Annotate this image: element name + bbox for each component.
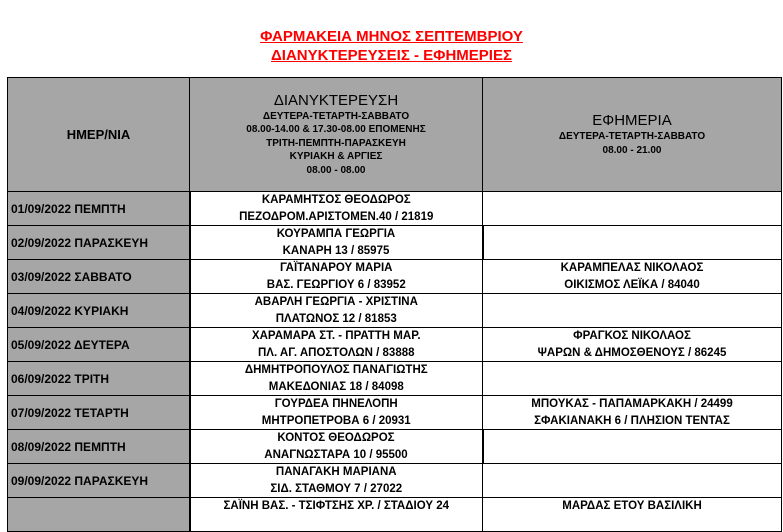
- header-duty-title: ΕΦΗΜΕΡΙΑ: [592, 112, 672, 129]
- pharmacy-address: ΠΛΑΤΩΝΟΣ 12 / 81853: [275, 312, 397, 325]
- duty-pharmacy: [483, 226, 782, 260]
- table-row: [8, 396, 782, 430]
- table-row: [8, 464, 782, 498]
- pharmacy-address: ΑΝΑΓΝΩΣΤΑΡΑ 10 / 95500: [264, 448, 408, 461]
- night-pharmacy: [190, 226, 483, 260]
- duty-pharmacy: [483, 430, 782, 464]
- row-date: 03/09/2022 ΣΑΒΒΑΤΟ: [8, 260, 190, 294]
- night-pharmacy: [190, 294, 483, 328]
- pharmacy-address: ΠΕΖΟΔΡΟΜ.ΑΡΙΣΤΟΜΕΝ.40 / 21819: [239, 210, 434, 223]
- pharmacy-name: ΚΟΝΤΟΣ ΘΕΟΔΩΡΟΣ: [277, 432, 395, 444]
- header-night-line: ΤΡΙΤΗ-ΠΕΜΠΤΗ-ΠΑΡΑΣΚΕΥΗ: [266, 137, 406, 149]
- table-row: [8, 362, 782, 396]
- duty-pharmacy: [483, 498, 782, 532]
- night-pharmacy: [190, 430, 483, 464]
- pharmacy-name: ΓΑΪΤΑΝΑΡΟΥ ΜΑΡΙΑ: [280, 262, 393, 274]
- duty-pharmacy: [483, 192, 782, 226]
- pharmacy-name: ΓΟΥΡΔΕΑ ΠΗΝΕΛΟΠΗ: [274, 398, 398, 410]
- duty-pharmacy: [483, 464, 782, 498]
- pharmacy-name: ΚΟΥΡΑΜΠΑ ΓΕΩΡΓΙΑ: [276, 228, 396, 240]
- pharmacy-name: ΜΠΟΥΚΑΣ - ΠΑΠΑΜΑΡΚΑΚΗ / 24499: [531, 398, 733, 410]
- header-duty-line: ΔΕΥΤΕΡΑ-ΤΕΤΑΡΤΗ-ΣΑΒΒΑΤΟ: [558, 131, 706, 142]
- table-row: [8, 260, 782, 294]
- table-row: [8, 430, 782, 464]
- pharmacy-name: ΜΑΡΔΑΣ ΕΤΟΥ ΒΑΣΙΛΙΚΗ: [562, 500, 702, 512]
- pharmacy-name: ΚΑΡΑΜΗΤΣΟΣ ΘΕΟΔΩΡΟΣ: [261, 194, 411, 206]
- table-row: [8, 192, 782, 226]
- row-date: 01/09/2022 ΠΕΜΠΤΗ: [8, 192, 190, 226]
- pharmacy-address: ΠΛ. ΑΓ. ΑΠΟΣΤΟΛΩΝ / 83888: [257, 346, 415, 359]
- header-duty-line: 08.00 - 21.00: [602, 144, 662, 156]
- pharmacy-schedule-table: [7, 77, 782, 532]
- night-pharmacy: [190, 464, 483, 498]
- duty-pharmacy: [483, 362, 782, 396]
- row-date: 06/09/2022 ΤΡΙΤΗ: [8, 362, 190, 396]
- row-date: [8, 498, 190, 532]
- pharmacy-name: ΔΗΜΗΤΡΟΠΟΥΛΟΣ ΠΑΝΑΓΙΩΤΗΣ: [244, 364, 428, 376]
- header-night-line: 08.00-14.00 & 17.30-08.00 ΕΠΟΜΕΝΗΣ: [246, 124, 426, 136]
- pharmacy-name: ΣΑΪΝΗ ΒΑΣ. - ΤΣΙΦΤΣΗΣ ΧΡ. / ΣΤΑΔΙΟΥ 24: [223, 500, 449, 512]
- night-pharmacy: [190, 328, 483, 362]
- pharmacy-name: ΠΑΝΑΓΑΚΗ ΜΑΡΙΑΝΑ: [275, 466, 397, 478]
- row-date: 09/09/2022 ΠΑΡΑΣΚΕΥΗ: [8, 464, 190, 498]
- night-pharmacy: [190, 498, 483, 532]
- header-night-line: 08.00 - 08.00: [306, 164, 366, 176]
- pharmacy-name: ΧΑΡΑΜΑΡΑ ΣΤ. - ΠΡΑΤΤΗ ΜΑΡ.: [251, 330, 421, 342]
- pharmacy-address: ΜΗΤΡΟΠΕΤΡΟΒΑ 6 / 20931: [261, 414, 411, 427]
- pharmacy-name: ΚΑΡΑΜΠΕΛΑΣ ΝΙΚΟΛΑΟΣ: [560, 262, 704, 274]
- header-night-line: ΔΕΥΤΕΡΑ-ΤΕΤΑΡΤΗ-ΣΑΒΒΑΤΟ: [262, 110, 410, 122]
- row-date: 02/09/2022 ΠΑΡΑΣΚΕΥΗ: [8, 226, 190, 260]
- night-pharmacy: [190, 362, 483, 396]
- row-date: 04/09/2022 ΚΥΡΙΑΚΗ: [8, 294, 190, 328]
- pharmacy-address: ΒΑΣ. ΓΕΩΡΓΙΟΥ 6 / 83952: [266, 278, 406, 291]
- table-row: [8, 294, 782, 328]
- row-date: 07/09/2022 ΤΕΤΑΡΤΗ: [8, 396, 190, 430]
- duty-pharmacy: [483, 294, 782, 328]
- page-title: ΦΑΡΜΑΚΕΙΑ ΜΗΝΟΣ ΣΕΠΤΕΜΒΡΙΟΥ: [260, 28, 523, 45]
- pharmacy-address: ΜΑΚΕΔΟΝΙΑΣ 18 / 84098: [268, 380, 404, 393]
- header-night: [190, 78, 483, 192]
- pharmacy-address: ΟΙΚΙΣΜΟΣ ΛΕΪΚΑ / 84040: [564, 278, 700, 291]
- row-date: 08/09/2022 ΠΕΜΠΤΗ: [8, 430, 190, 464]
- night-pharmacy: [190, 192, 483, 226]
- pharmacy-name: ΦΡΑΓΚΟΣ ΝΙΚΟΛΑΟΣ: [573, 330, 691, 342]
- pharmacy-address: ΨΑΡΩΝ & ΔΗΜΟΣΘΕΝΟΥΣ / 86245: [537, 346, 727, 359]
- header-night-title: ΔΙΑΝΥΚΤΕΡΕΥΣΗ: [273, 91, 399, 109]
- header-date: ΗΜΕΡ/ΝΙΑ: [8, 78, 190, 192]
- pharmacy-name: ΑΒΑΡΛΗ ΓΕΩΡΓΙΑ - ΧΡΙΣΤΙΝΑ: [254, 296, 418, 308]
- night-pharmacy: [190, 396, 483, 430]
- pharmacy-address: ΚΑΝΑΡΗ 13 / 85975: [282, 244, 390, 257]
- table-header-row: [8, 78, 782, 192]
- table-row: [8, 328, 782, 362]
- night-pharmacy: [190, 260, 483, 294]
- pharmacy-address: ΣΦΑΚΙΑΝΑΚΗ 6 / ΠΛΗΣΙΟΝ ΤΕΝΤΑΣ: [534, 414, 730, 427]
- duty-pharmacy: [483, 396, 782, 430]
- page-subtitle: ΔΙΑΝΥΚΤΕΡΕΥΣΕΙΣ - ΕΦΗΜΕΡΙΕΣ: [271, 47, 512, 64]
- header-duty: [483, 78, 782, 192]
- duty-pharmacy: [483, 328, 782, 362]
- duty-pharmacy: [483, 260, 782, 294]
- header-night-line: ΚΥΡΙΑΚΗ & ΑΡΓΙΕΣ: [289, 151, 383, 163]
- table-row: [8, 226, 782, 260]
- pharmacy-address: ΣΙΔ. ΣΤΑΘΜΟΥ 7 / 27022: [270, 482, 403, 495]
- row-date: 05/09/2022 ΔΕΥΤΕΡΑ: [8, 328, 190, 362]
- table-row: [8, 498, 782, 532]
